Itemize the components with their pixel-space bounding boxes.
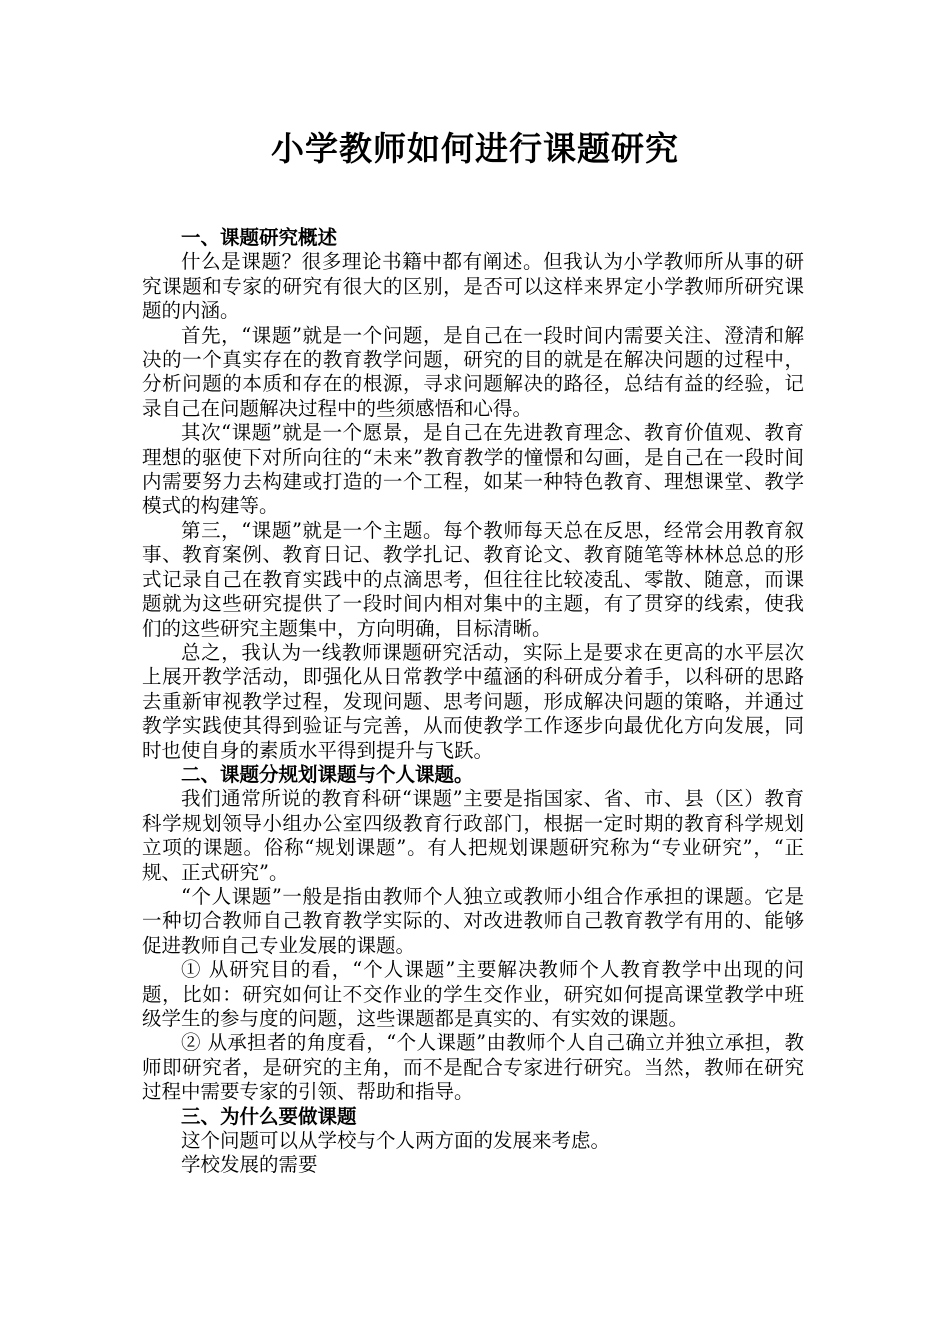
paragraph: ② 从承担者的角度看，“个人课题”由教师个人自己确立并独立承担，教师即研究者，是研究的主角，而不是配合专家进行研究。当然，教师在研究过程中需要专家的引领、帮助和指导。 xyxy=(142,1031,804,1104)
paragraph: ① 从研究目的看，“个人课题”主要解决教师个人教育教学中出现的问题，比如：研究如何让不交作业的学生交作业，研究如何提高课堂教学中班级学生的参与度的问题，这些课题都是真实的、有实效的课题。 xyxy=(142,958,804,1030)
document-title: 小学教师如何进行课题研究 xyxy=(271,129,679,168)
paragraph: 这个问题可以从学校与个人两方面的发展来考虑。 xyxy=(181,1129,611,1153)
section-heading: 一、课题研究概述 xyxy=(181,226,338,249)
paragraph: 学校发展的需要 xyxy=(181,1153,318,1177)
paragraph: 首先，“课题”就是一个问题，是自己在一段时间内需要关注、澄清和解决的一个真实存在的教育教学问题，研究的目的就是在解决问题的过程中，分析问题的本质和存在的根源，寻求问题解决的路径，总结有益的经验，记录自己在问题解决过程中的些须感悟和心得。 xyxy=(142,323,804,420)
paragraph: 第三，“课题”就是一个主题。每个教师每天总在反思，经常会用教育叙事、教育案例、教育日记、教学扎记、教育论文、教育随笔等林林总总的形式记录自己在教育实践中的点滴思考，但往往比较凌乱、零散、随意，而课题就为这些研究提供了一段时间内相对集中的主题，有了贯穿的线索，使我们的这些研究主题集中，方向明确，目标清晰。 xyxy=(142,518,804,640)
paragraph: 什么是课题？很多理论书籍中都有阐述。但我认为小学教师所从事的研究课题和专家的研究有很大的区别，是否可以这样来界定小学教师所研究课题的内涵。 xyxy=(142,250,804,323)
section-heading: 二、课题分规划课题与个人课题。 xyxy=(181,762,474,786)
paragraph: 我们通常所说的教育科研“课题”主要是指国家、省、市、县（区）教育科学规划领导小组办公室四级教育行政部门，根据一定时期的教育科学规划立项的课题。俗称“规划课题”。有人把规划课题研究称为“专业研究”，“正规、正式研究”。 xyxy=(142,787,804,884)
paragraph: 总之，我认为一线教师课题研究活动，实际上是要求在更高的水平层次上展开教学活动，即强化从日常教学中蕴涵的科研成分着手，以科研的思路去重新审视教学过程，发现问题、思考问题，形成解决问题的策略，并通过教学实践使其得到验证与完善，从而使教学工作逐步向最优化方向发展，同时也使自身的素质水平得到提升与飞跃。 xyxy=(142,640,804,762)
section-heading: 三、为什么要做课题 xyxy=(181,1104,357,1128)
document-body xyxy=(142,226,804,1178)
paragraph: “个人课题”一般是指由教师个人独立或教师小组合作承担的课题。它是一种切合教师自己教育教学实际的、对改进教师自己教育教学有用的、能够促进教师自己专业发展的课题。 xyxy=(142,884,804,957)
paragraph: 其次“课题”就是一个愿景，是自己在先进教育理念、教育价值观、教育理想的驱使下对所向往的“未来”教育教学的憧憬和勾画，是自己在一段时间内需要努力去构建或打造的一个工程，如某一种特色教育、理想课堂、教学模式的构建等。 xyxy=(142,421,804,518)
